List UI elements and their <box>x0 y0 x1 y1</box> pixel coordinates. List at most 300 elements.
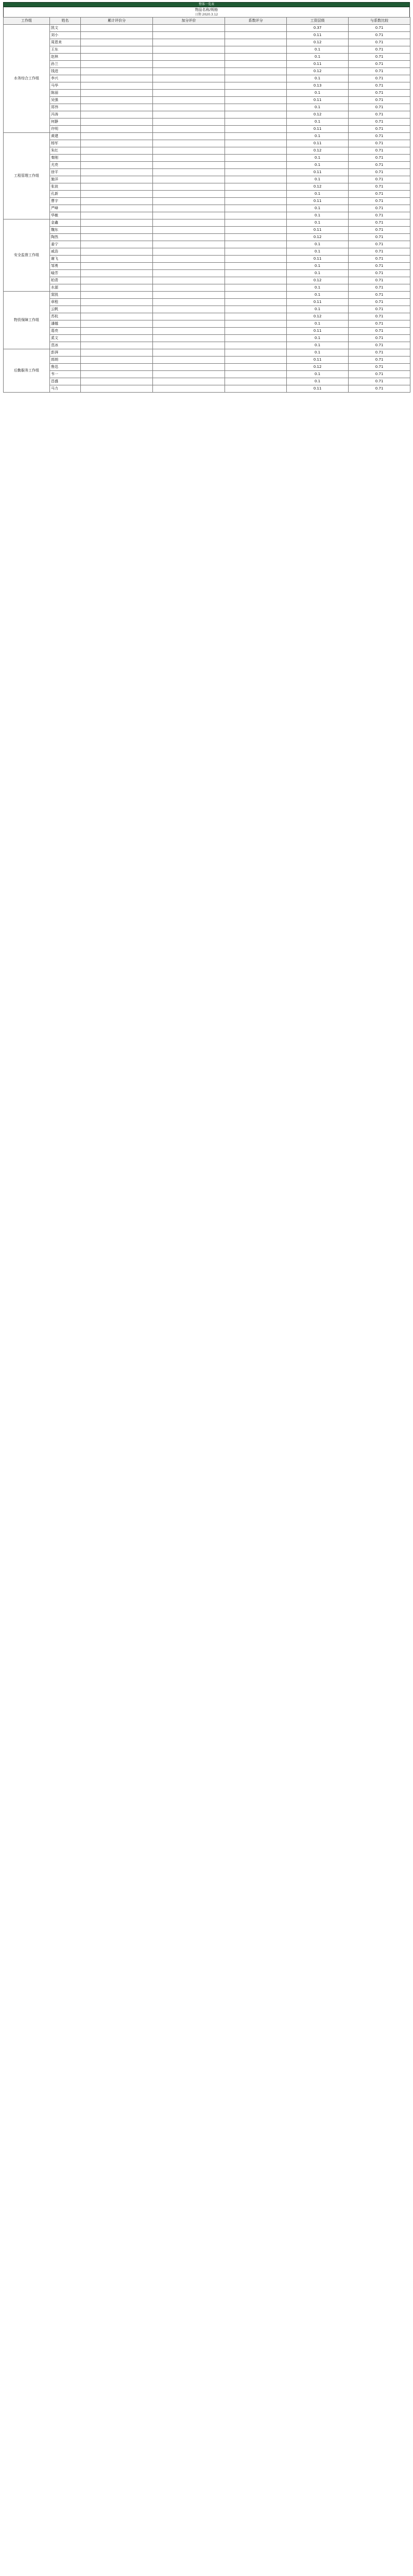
table-cell <box>225 191 287 198</box>
table-cell: 王东 <box>50 46 81 54</box>
table-cell <box>153 219 225 227</box>
group-cell: 物资保障工作组 <box>4 292 50 349</box>
table-cell <box>225 32 287 39</box>
table-cell <box>81 364 153 371</box>
table-cell: 0.12 <box>287 183 349 191</box>
table-cell <box>153 284 225 292</box>
column-header-name: 姓名 <box>50 18 81 25</box>
table-cell <box>153 371 225 378</box>
table-cell: 尤亮 <box>50 162 81 169</box>
table-cell <box>81 292 153 299</box>
table-cell: 凯文 <box>50 25 81 32</box>
table-cell <box>81 248 153 256</box>
table-row <box>4 364 410 371</box>
table-cell <box>225 292 287 299</box>
table-row <box>4 39 410 46</box>
table-cell <box>153 169 225 176</box>
table-cell <box>81 82 153 90</box>
table-cell <box>153 292 225 299</box>
table-cell: 喻芳 <box>50 270 81 277</box>
table-cell <box>81 263 153 270</box>
table-row <box>4 219 410 227</box>
table-cell: 孔新 <box>50 191 81 198</box>
table-row <box>4 385 410 393</box>
table-cell: 0.71 <box>349 263 410 270</box>
table-cell <box>81 97 153 104</box>
table-cell <box>225 248 287 256</box>
table-cell: 0.11 <box>287 32 349 39</box>
table-cell: 0.12 <box>287 364 349 371</box>
table-row <box>4 205 410 212</box>
table-cell: 0.12 <box>287 111 349 118</box>
table-cell <box>153 126 225 133</box>
table-row <box>4 133 410 140</box>
table-cell: 范冰 <box>50 342 81 349</box>
table-row <box>4 46 410 54</box>
table-cell <box>153 205 225 212</box>
table-row <box>4 25 410 32</box>
table-cell <box>153 234 225 241</box>
table-cell: 0.71 <box>349 320 410 328</box>
table-cell <box>81 219 153 227</box>
table-cell: 0.71 <box>349 46 410 54</box>
table-row <box>4 140 410 147</box>
table-cell: 0.71 <box>349 371 410 378</box>
table-cell: 0.71 <box>349 162 410 169</box>
table-cell: 葛亮 <box>50 328 81 335</box>
table-cell: 0.11 <box>287 256 349 263</box>
table-cell <box>225 284 287 292</box>
table-row <box>4 162 410 169</box>
table-cell <box>81 183 153 191</box>
table-cell <box>153 90 225 97</box>
table-cell: 0.71 <box>349 306 410 313</box>
table-cell: 0.1 <box>287 248 349 256</box>
table-cell <box>81 111 153 118</box>
table-cell <box>153 162 225 169</box>
table-cell: 0.1 <box>287 342 349 349</box>
table-cell: 邹勇 <box>50 263 81 270</box>
table-row <box>4 212 410 219</box>
document-title: 整体一览表 <box>3 2 410 7</box>
table-cell: 0.1 <box>287 378 349 385</box>
table-cell <box>81 104 153 111</box>
table-cell <box>225 241 287 248</box>
table-cell <box>225 364 287 371</box>
table-cell: 0.1 <box>287 118 349 126</box>
group-cell: 安全监督工作组 <box>4 219 50 292</box>
table-cell <box>153 111 225 118</box>
table-row <box>4 270 410 277</box>
table-cell: 魏东 <box>50 227 81 234</box>
table-cell: 许明 <box>50 126 81 133</box>
table-row <box>4 234 410 241</box>
table-cell: 0.71 <box>349 97 410 104</box>
table-row <box>4 313 410 320</box>
table-cell <box>81 284 153 292</box>
table-cell <box>81 371 153 378</box>
table-cell: 姜宁 <box>50 241 81 248</box>
table-cell <box>225 205 287 212</box>
table-cell <box>225 90 287 97</box>
table-cell <box>225 270 287 277</box>
table-cell: 0.1 <box>287 284 349 292</box>
document-meta: 日期 2020.3.12 <box>3 12 410 17</box>
table-cell: 0.1 <box>287 371 349 378</box>
table-cell <box>81 205 153 212</box>
table-cell <box>225 97 287 104</box>
column-header-bonus: 加分评价 <box>153 18 225 25</box>
table-cell <box>81 176 153 183</box>
table-cell: 0.71 <box>349 205 410 212</box>
table-cell <box>153 299 225 306</box>
table-cell: 0.1 <box>287 219 349 227</box>
table-cell <box>81 313 153 320</box>
table-cell: 奚文 <box>50 335 81 342</box>
table-cell <box>81 140 153 147</box>
table-cell: 0.1 <box>287 212 349 219</box>
table-row <box>4 97 410 104</box>
table-cell: 杨军 <box>50 140 81 147</box>
table-cell <box>153 82 225 90</box>
table-cell: 黄建 <box>50 133 81 140</box>
table-cell <box>81 39 153 46</box>
table-cell <box>153 54 225 61</box>
table-cell <box>153 147 225 155</box>
table-cell <box>225 357 287 364</box>
table-cell <box>81 133 153 140</box>
table-cell: 0.71 <box>349 364 410 371</box>
table-cell <box>81 227 153 234</box>
table-cell: 0.71 <box>349 68 410 75</box>
table-cell <box>153 306 225 313</box>
table-cell <box>81 126 153 133</box>
group-cell: 水务综合工作组 <box>4 25 50 133</box>
table-cell <box>153 277 225 284</box>
table-cell: 0.12 <box>287 277 349 284</box>
table-cell: 0.11 <box>287 126 349 133</box>
table-row <box>4 342 410 349</box>
table-cell: 0.71 <box>349 328 410 335</box>
table-cell: 0.71 <box>349 277 410 284</box>
table-cell <box>153 364 225 371</box>
table-cell: 0.1 <box>287 306 349 313</box>
table-cell: 0.1 <box>287 191 349 198</box>
table-cell: 孙兰 <box>50 61 81 68</box>
column-header-compare: 与系数比较 <box>349 18 410 25</box>
table-cell <box>225 75 287 82</box>
table-cell <box>81 299 153 306</box>
table-cell <box>81 349 153 357</box>
table-cell <box>225 198 287 205</box>
table-cell: 0.71 <box>349 256 410 263</box>
table-row <box>4 176 410 183</box>
table-cell <box>81 32 153 39</box>
table-cell <box>153 104 225 111</box>
table-cell: 0.1 <box>287 176 349 183</box>
table-cell <box>81 147 153 155</box>
table-cell <box>225 328 287 335</box>
table-cell: 0.71 <box>349 39 410 46</box>
table-cell: 0.37 <box>287 25 349 32</box>
table-cell: 秦刚 <box>50 155 81 162</box>
table-cell <box>153 335 225 342</box>
table-cell <box>225 227 287 234</box>
table-cell: 0.71 <box>349 176 410 183</box>
table-cell: 0.1 <box>287 162 349 169</box>
table-cell: 张波 <box>50 183 81 191</box>
table-cell <box>225 140 287 147</box>
table-cell <box>225 54 287 61</box>
table-cell <box>225 111 287 118</box>
table-cell: 0.11 <box>287 299 349 306</box>
table-cell: 0.71 <box>349 75 410 82</box>
table-cell <box>225 104 287 111</box>
table-row <box>4 183 410 191</box>
table-cell <box>81 306 153 313</box>
table-cell: 陶然 <box>50 234 81 241</box>
table-cell <box>81 162 153 169</box>
table-cell: 0.71 <box>349 198 410 205</box>
data-table <box>3 17 410 393</box>
table-cell: 0.11 <box>287 385 349 393</box>
table-cell: 0.1 <box>287 46 349 54</box>
table-cell: 0.71 <box>349 133 410 140</box>
table-cell: 0.71 <box>349 248 410 256</box>
table-cell: 0.11 <box>287 357 349 364</box>
table-cell <box>225 378 287 385</box>
table-cell <box>81 61 153 68</box>
table-cell <box>81 46 153 54</box>
table-cell: 苏杭 <box>50 313 81 320</box>
table-cell <box>153 241 225 248</box>
table-cell <box>81 277 153 284</box>
table-row <box>4 263 410 270</box>
group-cell: 工程管理工作组 <box>4 133 50 219</box>
table-cell <box>81 198 153 205</box>
table-cell: 戚浩 <box>50 248 81 256</box>
table-cell <box>225 385 287 393</box>
table-cell: 李兴 <box>50 75 81 82</box>
table-cell <box>225 46 287 54</box>
table-cell: 0.71 <box>349 183 410 191</box>
table-cell: 0.71 <box>349 32 410 39</box>
table-cell: 刘小 <box>50 32 81 39</box>
table-cell: 0.1 <box>287 104 349 111</box>
table-cell: 0.71 <box>349 378 410 385</box>
table-cell <box>225 256 287 263</box>
table-cell: 0.1 <box>287 263 349 270</box>
table-row <box>4 111 410 118</box>
table-cell <box>153 313 225 320</box>
table-cell: 水源 <box>50 284 81 292</box>
table-cell: 谢飞 <box>50 256 81 263</box>
table-cell <box>81 118 153 126</box>
column-header-coef: 系数评分 <box>225 18 287 25</box>
table-cell: 0.1 <box>287 349 349 357</box>
table-cell <box>225 306 287 313</box>
table-cell <box>153 118 225 126</box>
table-cell: 0.71 <box>349 140 410 147</box>
table-cell: 0.11 <box>287 169 349 176</box>
table-cell: 周恩来 <box>50 39 81 46</box>
spreadsheet-sheet <box>3 2 410 393</box>
table-cell: 徐平 <box>50 169 81 176</box>
table-cell: 0.12 <box>287 234 349 241</box>
table-row <box>4 306 410 313</box>
table-cell <box>225 219 287 227</box>
table-cell: 0.71 <box>349 335 410 342</box>
table-cell: 0.71 <box>349 292 410 299</box>
table-cell: 0.71 <box>349 212 410 219</box>
table-cell <box>225 371 287 378</box>
table-cell <box>153 328 225 335</box>
table-cell: 0.12 <box>287 39 349 46</box>
table-cell <box>153 270 225 277</box>
table-row <box>4 68 410 75</box>
table-cell: 0.1 <box>287 90 349 97</box>
table-cell: 0.71 <box>349 299 410 306</box>
table-cell: 0.71 <box>349 241 410 248</box>
table-cell: 0.11 <box>287 97 349 104</box>
table-cell: 0.1 <box>287 335 349 342</box>
column-header-level: 工资层级 <box>287 18 349 25</box>
table-cell: 潘越 <box>50 320 81 328</box>
table-cell <box>225 183 287 191</box>
table-cell <box>153 46 225 54</box>
table-row <box>4 147 410 155</box>
table-cell: 0.12 <box>287 147 349 155</box>
table-cell: 0.1 <box>287 205 349 212</box>
table-cell: 曹宇 <box>50 198 81 205</box>
table-row <box>4 104 410 111</box>
table-cell <box>153 248 225 256</box>
table-cell: 0.71 <box>349 270 410 277</box>
table-row <box>4 371 410 378</box>
table-cell: 0.71 <box>349 357 410 364</box>
table-cell: 0.11 <box>287 61 349 68</box>
table-cell: 朱红 <box>50 147 81 155</box>
table-cell: 郑伟 <box>50 104 81 111</box>
table-row <box>4 191 410 198</box>
table-cell <box>81 234 153 241</box>
column-header-group: 工作组 <box>4 18 50 25</box>
table-cell <box>153 183 225 191</box>
table-cell: 金鑫 <box>50 219 81 227</box>
table-cell <box>81 328 153 335</box>
table-cell <box>153 39 225 46</box>
table-cell: 柏青 <box>50 277 81 284</box>
table-cell: 窦凯 <box>50 292 81 299</box>
table-cell: 0.71 <box>349 90 410 97</box>
table-cell: 0.71 <box>349 147 410 155</box>
table-row <box>4 82 410 90</box>
table-row <box>4 90 410 97</box>
table-cell <box>225 39 287 46</box>
table-cell <box>153 133 225 140</box>
table-row <box>4 328 410 335</box>
table-cell: 0.1 <box>287 75 349 82</box>
table-cell: 韦一 <box>50 371 81 378</box>
table-cell <box>153 212 225 219</box>
table-cell <box>153 198 225 205</box>
table-cell: 0.12 <box>287 313 349 320</box>
table-row <box>4 248 410 256</box>
table-row <box>4 349 410 357</box>
header-row <box>4 18 410 25</box>
table-cell: 0.1 <box>287 133 349 140</box>
table-cell: 0.71 <box>349 349 410 357</box>
table-row <box>4 75 410 82</box>
table-row <box>4 198 410 205</box>
table-cell <box>153 320 225 328</box>
table-cell <box>81 357 153 364</box>
table-cell: 0.71 <box>349 219 410 227</box>
table-row <box>4 335 410 342</box>
table-row <box>4 256 410 263</box>
table-cell <box>153 263 225 270</box>
table-cell: 0.1 <box>287 54 349 61</box>
table-cell: 严峰 <box>50 205 81 212</box>
table-cell <box>153 25 225 32</box>
table-cell <box>225 313 287 320</box>
table-cell: 郎朗 <box>50 357 81 364</box>
table-cell: 赵林 <box>50 54 81 61</box>
table-cell: 0.1 <box>287 155 349 162</box>
table-cell: 昌盛 <box>50 378 81 385</box>
table-cell <box>81 378 153 385</box>
table-cell: 0.11 <box>287 198 349 205</box>
table-cell <box>225 133 287 140</box>
table-cell <box>81 54 153 61</box>
table-cell <box>153 97 225 104</box>
table-row <box>4 126 410 133</box>
table-cell: 施洋 <box>50 176 81 183</box>
table-cell <box>81 270 153 277</box>
table-cell <box>81 241 153 248</box>
table-row <box>4 169 410 176</box>
table-cell <box>81 90 153 97</box>
table-cell: 0.71 <box>349 342 410 349</box>
table-cell: 0.1 <box>287 270 349 277</box>
table-cell: 0.71 <box>349 54 410 61</box>
table-cell <box>153 155 225 162</box>
table-cell <box>81 335 153 342</box>
table-cell: 0.71 <box>349 104 410 111</box>
table-cell <box>225 349 287 357</box>
table-cell <box>81 25 153 32</box>
table-cell: 鲁迅 <box>50 364 81 371</box>
table-cell: 0.71 <box>349 191 410 198</box>
table-cell <box>225 342 287 349</box>
table-row <box>4 118 410 126</box>
table-cell: 0.11 <box>287 140 349 147</box>
table-cell <box>225 169 287 176</box>
table-cell <box>153 227 225 234</box>
table-cell <box>81 191 153 198</box>
table-cell: 0.71 <box>349 385 410 393</box>
table-cell <box>153 75 225 82</box>
group-cell: 后勤服务工作组 <box>4 349 50 393</box>
table-cell: 章程 <box>50 299 81 306</box>
column-header-score: 累计评价分 <box>81 18 153 25</box>
table-row <box>4 61 410 68</box>
table-cell: 0.71 <box>349 25 410 32</box>
table-cell <box>153 140 225 147</box>
table-row <box>4 320 410 328</box>
table-cell: 0.71 <box>349 284 410 292</box>
table-cell: 0.11 <box>287 227 349 234</box>
